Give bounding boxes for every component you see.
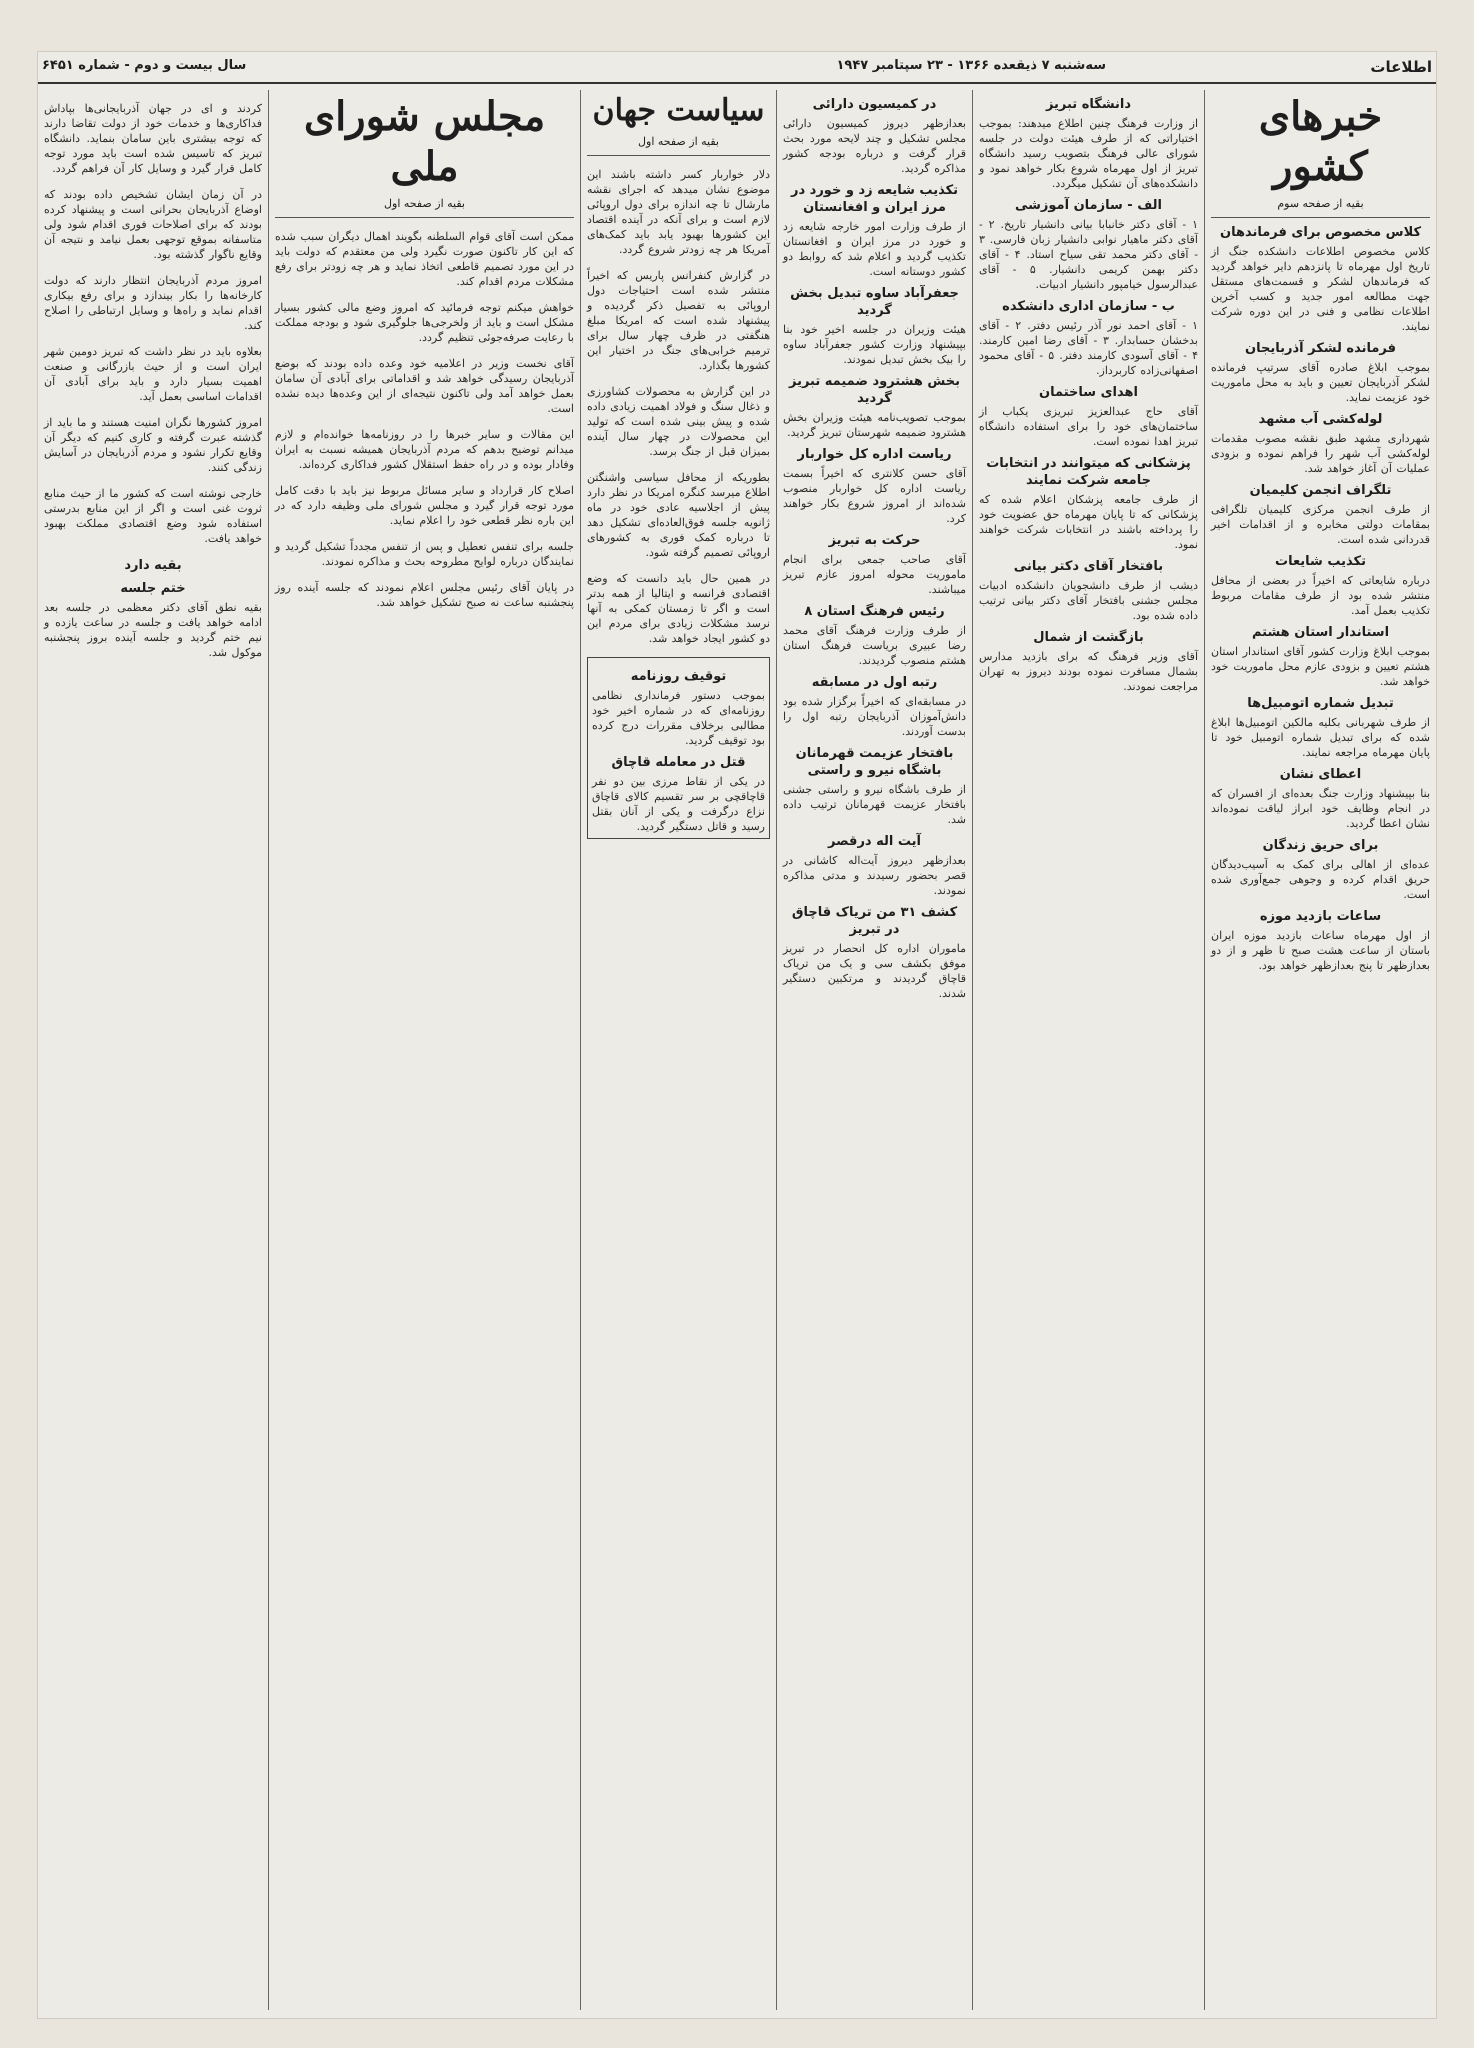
news-item: تلگراف انجمن کلیمیان از طرف انجمن مرکزی کلیمیان تلگرافی بمقامات دولتی مخابره و از اقدامات اخیر قدردانی شده است. <box>1211 483 1430 546</box>
article-paragraph: در گزارش کنفرانس پاریس که اخیراً منتشر شده است احتیاجات دول اروپائی به تفصیل ذکر گردیده و پیشنهاد شده است که امریکا مبلغ هنگفتی در ظرف چهار سال برای ترمیم خرابی‌های جنگ در اختیار این کشورها بگذارد. <box>587 269 770 372</box>
article-paragraph: آقای نخست وزیر در اعلامیه خود وعده داده بودند که بوضع آذربایجان رسیدگی خواهد شد و اقداماتی برای آبادی آن سامان بعمل خواهد آمد ولی تاکنون نتیجه‌ای از این وعده‌ها دیده نشده است. <box>275 357 574 415</box>
news-item: ب - سازمان اداری دانشکده ۱ - آقای احمد نور آذر رئیس دفتر. ۲ - آقای بدخشان حسابدار. ۳ - آقای رضا امین کارمند. ۴ - آقای آسودی کارمند دفتر. ۵ - آقای محمود اصفهانی‌زاده کاربرداز. <box>979 299 1198 377</box>
divider <box>275 217 574 218</box>
issue-line: سال بیست و دوم - شماره ۶۴۵۱ <box>42 58 247 73</box>
divider <box>587 155 770 156</box>
section-subtitle-domestic: بقیه از صفحه سوم <box>1277 197 1364 210</box>
section-subtitle-majlis: بقیه از صفحه اول <box>384 197 465 210</box>
article-paragraph: امروز کشورها نگران امنیت هستند و ما باید از گذشته عبرت گرفته و کاری کنیم که دیگر آن وقایع تکرار نشود و مردم آذربایجان در آسایش زندگی کنند. <box>44 416 262 474</box>
news-item: دانشگاه تبریز از وزارت فرهنگ چنین اطلاع میدهند: بموجب اختیاراتی که از طرف هیئت دولت در جلسه شورای عالی فرهنگ بتصویب رسید دانشگاه تبریز از اول مهرماه شروع بکار خواهد نمود و دانشکده‌های آن تشکیل میگردد. <box>979 97 1198 190</box>
notice-heading: قتل در معامله قاچاق <box>611 755 746 770</box>
news-item: بخش هشترود ضمیمه تبریز گردید بموجب تصویب‌نامه هیئت وزیران بخش هشترود ضمیمه شهرستان تبریز گردید. <box>783 374 966 439</box>
news-item: ریاست اداره کل خواربار آقای حسن کلانتری که اخیراً بسمت ریاست اداره کل خواربار منصوب شده‌اند از امروز شروع بکار خواهند کرد. <box>783 447 966 525</box>
article-paragraph: این مقالات و سایر خبرها را در روزنامه‌ها خوانده‌ام و لازم میدانم توضیح بدهم که مردم آذربایجان همیشه نسبت به ایران وفادار بوده و در راه حفظ استقلال کشور فداکاری کرده‌اند. <box>275 428 574 471</box>
column-continued <box>38 90 268 2010</box>
column-misc-news <box>776 90 972 2010</box>
news-item: کشف ۳۱ من تریاک قاچاق در تبریز ماموران اداره کل انحصار در تبریز موفق بکشف سی و یک من تریاک قاچاق گردیدند و مرتکبین دستگیر شدند. <box>783 905 966 1000</box>
article-paragraph: در پایان آقای رئیس مجلس اعلام نمودند که جلسه آینده روز پنجشنبه ساعت نه صبح تشکیل خواهد شد. <box>275 581 574 609</box>
article-paragraph: خواهش میکنم توجه فرمائید که امروز وضع مالی کشور بسیار مشکل است و باید از ولخرجی‌ها جلوگیری شود و بودجه مملکت با رعایت صرفه‌جوئی تنظیم گردد. <box>275 301 574 344</box>
news-item: تکذیب شایعه زد و خورد در مرز ایران و افغانستان از طرف وزارت امور خارجه شایعه زد و خورد در مرز ایران و افغانستان تکذیب گردید و اعلام شد که روابط دو کشور دوستانه است. <box>783 183 966 278</box>
divider <box>1211 217 1430 218</box>
news-item: تکذیب شایعات درباره شایعاتی که اخیراً در بعضی از محافل منتشر شده بود از طرف مقامات مربوط تکذیب بعمل آمد. <box>1211 554 1430 617</box>
column-majlis <box>268 90 580 2010</box>
article-paragraph: بعلاوه باید در نظر داشت که تبریز دومین شهر ایران است و از حیث بازرگانی و صنعت اهمیت بسیار دارد و باید برای آبادی آن اقدامات اساسی بعمل آید. <box>44 345 262 403</box>
masthead-bar <box>38 52 1436 84</box>
news-item: رئیس فرهنگ استان ۸ از طرف وزارت فرهنگ آقای محمد رضا عبیری بریاست فرهنگ استان هشتم منصوب گردیدند. <box>783 604 966 667</box>
article-paragraph: اصلاح کار قرارداد و سایر مسائل مربوط نیز باید با دقت کامل مورد توجه قرار گیرد و مجلس شورای ملی وظیفه دارد که در این باره نظر قطعی خود را اعلام نماید. <box>275 484 574 527</box>
article-paragraph: خارجی نوشته است که کشور ما از حیث منابع ثروت غنی است و اگر از این منابع بدرستی استفاده شود وضع اقتصادی مملکت بهبود خواهد یافت. <box>44 487 262 545</box>
news-item: ساعات بازدید موزه از اول مهرماه ساعات بازدید موزه ایران باستان از ساعت هشت صبح تا ظهر و از دو بعدازظهر تا پنج بعدازظهر خواهد بود. <box>1211 909 1430 972</box>
section-title-majlis: مجلس شورای ملی <box>303 93 546 190</box>
session-end-heading: ختم جلسه <box>120 581 186 596</box>
news-item: بازگشت از شمال آقای وزیر فرهنگ که برای بازدید مدارس بشمال مسافرت نموده بودند دیروز به تهران مراجعت نمودند. <box>979 630 1198 693</box>
news-item: در کمیسیون دارائی بعدازظهر دیروز کمیسیون دارائی مجلس تشکیل و چند لایحه مورد بحث قرار گرفت و درباره بودجه کشور مذاکره گردید. <box>783 97 966 175</box>
notice-heading: توقیف روزنامه <box>630 669 727 684</box>
section-subtitle-world: بقیه از صفحه اول <box>638 135 719 148</box>
article-paragraph: در همین حال باید دانست که وضع اقتصادی فرانسه و ایتالیا از همه بدتر است و اگر تا زمستان کمکی به آنها نرسد مشکلات زیادی برای مردم این دو کشور ایجاد خواهد شد. <box>587 572 770 645</box>
news-item: بافتخار آقای دکتر بیانی دیشب از طرف دانشجویان دانشکده ادبیات مجلس جشنی بافتخار آقای دکتر بیانی ترتیب داده شده بود. <box>979 559 1198 622</box>
article-paragraph: دلار خواربار کسر داشته باشند این موضوع نشان میدهد که اجرای نقشه مارشال تا چه اندازه برای دول اروپائی لازم است و برای آنکه در آینده اقتصاد این کشورها بهبود یابد باید کمک‌های آمریکا هر چه زودتر شروع گردد. <box>587 168 770 256</box>
article-paragraph: در این گزارش به محصولات کشاورزی و ذغال سنگ و فولاد اهمیت زیادی داده شده و پیش بینی شده است که تولید این محصولات در چهار سال آینده بمیزان قبل از جنگ برسد. <box>587 385 770 458</box>
notice-text: در یکی از نقاط مرزی بین دو نفر قاچاقچی بر سر تقسیم کالای قاچاق نزاع درگرفت و یکی از آنان بقتل رسید و قاتل دستگیر گردید. <box>592 775 765 833</box>
news-item: استاندار استان هشتم بموجب ابلاغ وزارت کشور آقای استاندار استان هشتم تعیین و بزودی عازم محل ماموریت خود خواهد شد. <box>1211 625 1430 688</box>
news-item: آیت اله درقصر بعدازظهر دیروز آیت‌اله کاشانی در قصر بحضور رسیدند و مدتی مذاکره نمودند. <box>783 834 966 897</box>
article-paragraph: در آن زمان ایشان تشخیص داده بودند که اوضاع آذربایجان بحرانی است و پیشنهاد کرده بودند که برای اصلاحات فوری اقدام شود ولی متاسفانه بموقع توجهی بعمل نیامد و نتیجه آن وقایع ناگوار گذشته بود. <box>44 188 262 261</box>
news-item: بافتخار عزیمت قهرمانان باشگاه نیرو و راستی از طرف باشگاه نیرو و راستی جشنی بافتخار عزیمت قهرمانان ترتیب داده شد. <box>783 746 966 826</box>
notice-box <box>587 657 770 839</box>
news-item: لوله‌کشی آب مشهد شهرداری مشهد طبق نقشه مصوب مقدمات لوله‌کشی آب شهر را فراهم نموده و بزودی عملیات آن آغاز خواهد شد. <box>1211 412 1430 475</box>
newspaper-page <box>38 52 1436 2018</box>
article-paragraph: ممکن است آقای قوام السلطنه بگویند اهمال دیگران سبب شده که این کار تاکنون صورت نگیرد ولی من معتقدم که دولت باید در این مورد تصمیم قاطعی اتخاذ نماید و هر چه زودتر برای رفع مشکلات مردم اقدام کند. <box>275 230 574 288</box>
news-item: الف - سازمان آموزشی ۱ - آقای دکتر خانبابا بیانی دانشیار تاریخ. ۲ - آقای دکتر ماهیار نوابی دانشیار زبان فارسی. ۳ - آقای دکتر محمد تقی سیاح استاد. ۴ - آقای دکتر بهمن کریمی دانشیار. ۵ - آقای عبدالرسول خیامپور دانشیار ادبیات. <box>979 198 1198 291</box>
news-item: اهدای ساختمان آقای حاج عبدالعزیز تبریزی یکباب از ساختمان‌های خود را برای استفاده دانشگاه تبریز اهدا نموده است. <box>979 385 1198 448</box>
news-item: تبدیل شماره اتومبیل‌ها از طرف شهربانی بکلیه مالکین اتومبیل‌ها ابلاغ شده که برای تبدیل شماره اتومبیل خود تا پایان مهرماه مراجعه نمایند. <box>1211 696 1430 759</box>
article-paragraph: جلسه برای تنفس تعطیل و پس از تنفس مجدداً تشکیل گردید و نمایندگان درباره لوایح مطروحه بحث و مذاکره نمودند. <box>275 540 574 568</box>
news-item: پزشکانی که میتوانند در انتخابات جامعه شرکت نمایند از طرف جامعه پزشکان اعلام شده که پزشکانی که تا پایان مهرماه حق عضویت خود را پرداخته باشند در انتخابات شرکت خواهند نمود. <box>979 456 1198 551</box>
column-university <box>972 90 1204 2010</box>
article-paragraph: بطوریکه از محافل سیاسی واشنگتن اطلاع میرسد کنگره امریکا در نظر دارد پیش از اجلاسیه عادی خود در ماه ژانویه جلسه فوق‌العاده‌ای تشکیل دهد تا درباره کمک فوری به کشورهای اروپائی تصمیم گرفته شود. <box>587 471 770 559</box>
news-item: اعطای نشان بنا بپیشنهاد وزارت جنگ بعده‌ای از افسران که در انجام وظایف خود ابراز لیاقت نموده‌اند نشان اعطا گردید. <box>1211 767 1430 830</box>
news-item: فرمانده لشکر آذربایجان بموجب ابلاغ صادره آقای سرتیپ فرمانده لشکر آذربایجان تعیین و باید به محل ماموریت خود عزیمت نماید. <box>1211 341 1430 404</box>
column-domestic-news <box>1204 90 1436 2010</box>
section-title-world: سیاست جهان <box>592 93 765 128</box>
paper-name: اطلاعات <box>1370 58 1432 76</box>
news-item: حرکت به تبریز آقای صاحب جمعی برای انجام ماموریت محوله امروز عازم تبریز میباشند. <box>783 533 966 596</box>
article-paragraph: کردند و ای در جهان آذربایجانی‌ها بپاداش فداکاری‌ها و خدمات خود از دولت تقاضا دارند که توجه بیشتری باین سامان بنماید. دانشگاه تبریز که تاسیس شده است باید مورد توجه کامل قرار گیرد و وسایل کار آن فراهم گردد. <box>44 102 262 175</box>
section-title-domestic: خبرهای کشور <box>1258 93 1383 190</box>
column-world-politics <box>580 90 776 2010</box>
notice-text: بموجب دستور فرمانداری نظامی روزنامه‌ای که در شماره اخیر خود مطالبی برخلاف مقررات درج کرده بود توقیف گردید. <box>592 689 765 747</box>
continued-label: بقیه دارد <box>124 558 182 573</box>
news-item: برای حریق زندگان عده‌ای از اهالی برای کمک به آسیب‌دیدگان حریق اقدام کرده و وجوهی جمع‌آوری شده است. <box>1211 838 1430 901</box>
news-item: جعفرآباد ساوه تبدیل بخش گردید هیئت وزیران در جلسه اخیر خود بنا بپیشنهاد وزارت کشور جعفرآباد ساوه را بیک بخش تبدیل نمودند. <box>783 286 966 366</box>
news-item: رتبه اول در مسابقه در مسابقه‌ای که اخیراً برگزار شده بود دانش‌آموزان آذربایجان رتبه اول را بدست آوردند. <box>783 675 966 738</box>
news-item: کلاس مخصوص برای فرماندهان کلاس مخصوص اطلاعات دانشکده جنگ از تاریخ اول مهرماه تا پانزدهم دایر خواهد گردید که فرماندهان لشکر و قسمت‌های مستقل جهت مطالعه امور جدید و کسب آخرین اطلاعات نظامی و فنی در این دوره شرکت نمایند. <box>1211 225 1430 333</box>
article-paragraph: امروز مردم آذربایجان انتظار دارند که دولت کارخانه‌ها را بکار بیندازد و برای رفع بیکاری اقدام نماید و راه‌ها و وسایل ارتباطی را اصلاح کند. <box>44 274 262 332</box>
date-line: سه‌شنبه ۷ ذیقعده ۱۳۶۶ - ۲۳ سپتامبر ۱۹۴۷ <box>836 58 1106 73</box>
session-end-text: بقیه نطق آقای دکتر معظمی در جلسه بعد ادامه خواهد یافت و جلسه در ساعت یازده و نیم ختم گردید و جلسه آینده بروز پنجشنبه موکول شد. <box>44 601 262 659</box>
